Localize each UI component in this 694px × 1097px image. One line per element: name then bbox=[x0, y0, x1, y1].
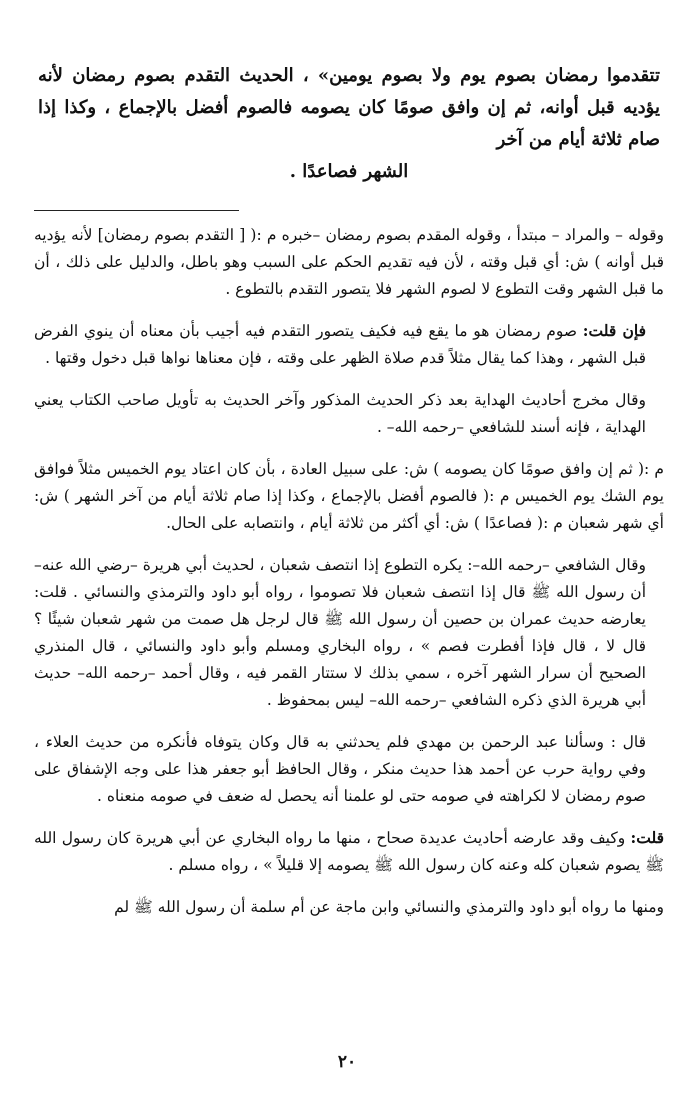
main-text-last-line: الشهر فصاعدًا . bbox=[289, 161, 409, 182]
commentary-paragraph-8 bbox=[34, 893, 664, 921]
commentary-paragraph-6 bbox=[34, 728, 664, 810]
commentary-paragraph-5 bbox=[34, 551, 664, 714]
page-body bbox=[34, 60, 664, 935]
footnote-divider bbox=[34, 210, 239, 211]
commentary-paragraph-4 bbox=[34, 455, 664, 537]
commentary-paragraph-1 bbox=[34, 221, 664, 303]
main-text bbox=[34, 60, 664, 188]
page-number: ٢٠ bbox=[337, 1052, 357, 1072]
commentary-text: وكيف وقد عارضه أحاديث عديدة صحاح ، منها ما رواه البخاري عن أبي هريرة كان رسول الله ﷺ يصوم شعبان كله وعنه كان رسول الله ﷺ يصومه إلا قليلاً » ، رواه مسلم . bbox=[34, 829, 664, 874]
commentary-lead: فإن قلت: bbox=[582, 321, 646, 340]
main-text-body: تتقدموا رمضان بصوم يوم ولا بصوم يومين» ، الحديث التقدم بصوم رمضان لأنه يؤديه قبل أوانه، ثم إن وافق صومًا كان يصومه فالصوم أفضل بالإجماع ، وكذا إذا صام ثلاثة أيام من آخر bbox=[38, 65, 660, 150]
commentary-text: وقال الشافعي –رحمه الله–: يكره التطوع إذا انتصف شعبان ، لحديث أبي هريرة –رضي الله عنه– أن رسول الله ﷺ قال إذا انتصف شعبان فلا تصوموا ، رواه أبو داود والترمذي والنسائي . قلت: يعارضه حديث عمران بن حصين أن رسول الله ﷺ قال لرجل هل صمت من شهر شعبان شيئًا ؟ قال لا ، قال فإذا أفطرت فصم » ، رواه البخاري ومسلم وأبو داود والنسائي ، قال المنذري الصحيح أن سرار الشهر آخره ، سمي بذلك لا ستتار القمر فيه ، وقال أحمد –رحمه الله– حديث أبي هريرة الذي ذكره الشافعي –رحمه الله– ليس بمحفوظ . bbox=[34, 556, 646, 709]
commentary-paragraph-2 bbox=[34, 317, 664, 372]
commentary-text: قال : وسألنا عبد الرحمن بن مهدي فلم يحدثني به قال وكان يتوفاه فأنكره من حديث العلاء ، وفي رواية حرب عن أحمد هذا حديث منكر ، وقال الحافظ أبو جعفر هذا على وجه الإشفاق على صوم رمضان لا لكراهته في صومه حتى لو علمنا أنه يحصل له ضعف في صومه منعناه . bbox=[34, 733, 646, 805]
commentary-lead: قلت: bbox=[630, 828, 664, 847]
commentary-text: م :( ثم إن وافق صومًا كان يصومه ) ش: على سبيل العادة ، بأن كان اعتاد يوم الخميس مثلاً فوافق يوم الشك يوم الخميس م :( فالصوم أفضل بالإجماع ، وكذا إذا صام ثلاثة أيام من آخر الشهر ) ش: أي شهر شعبان م :( فصاعدًا ) ش: أي أكثر من ثلاثة أيام ، وانتصابه على الحال. bbox=[34, 460, 664, 532]
commentary-paragraph-3 bbox=[34, 386, 664, 441]
commentary-text: صوم رمضان هو ما يقع فيه فكيف يتصور التقدم فيه أجيب بأن معناه أن ينوي الفرض قبل الشهر ، وهذا كما يقال مثلاً قدم صلاة الظهر على وقته ، فإن معناها نواها قبل دخول وقتها . bbox=[34, 322, 646, 367]
commentary-text: وقال مخرج أحاديث الهداية بعد ذكر الحديث المذكور وآخر الحديث به تأويل صاحب الكتاب يعني الهداية ، فإنه أسند للشافعي –رحمه الله– . bbox=[34, 391, 646, 436]
commentary-text: وقوله – والمراد – مبتدأ ، وقوله المقدم بصوم رمضان –خبره م :( [ التقدم بصوم رمضان] لأنه يؤديه قبل أوانه ) ش: أي قبل وقته ، لأن فيه تقديم الحكم على السبب وهو باطل، والدليل على ذلك ، أن ما قبل الشهر وقت التطوع لا لصوم الشهر فلا يتصور التقدم بالتطوع . bbox=[34, 226, 664, 298]
footnote-divider-wrap bbox=[34, 210, 664, 211]
commentary-text: ومنها ما رواه أبو داود والترمذي والنسائي وابن ماجة عن أم سلمة أن رسول الله ﷺ لم bbox=[114, 898, 664, 916]
commentary-paragraph-7 bbox=[34, 824, 664, 879]
